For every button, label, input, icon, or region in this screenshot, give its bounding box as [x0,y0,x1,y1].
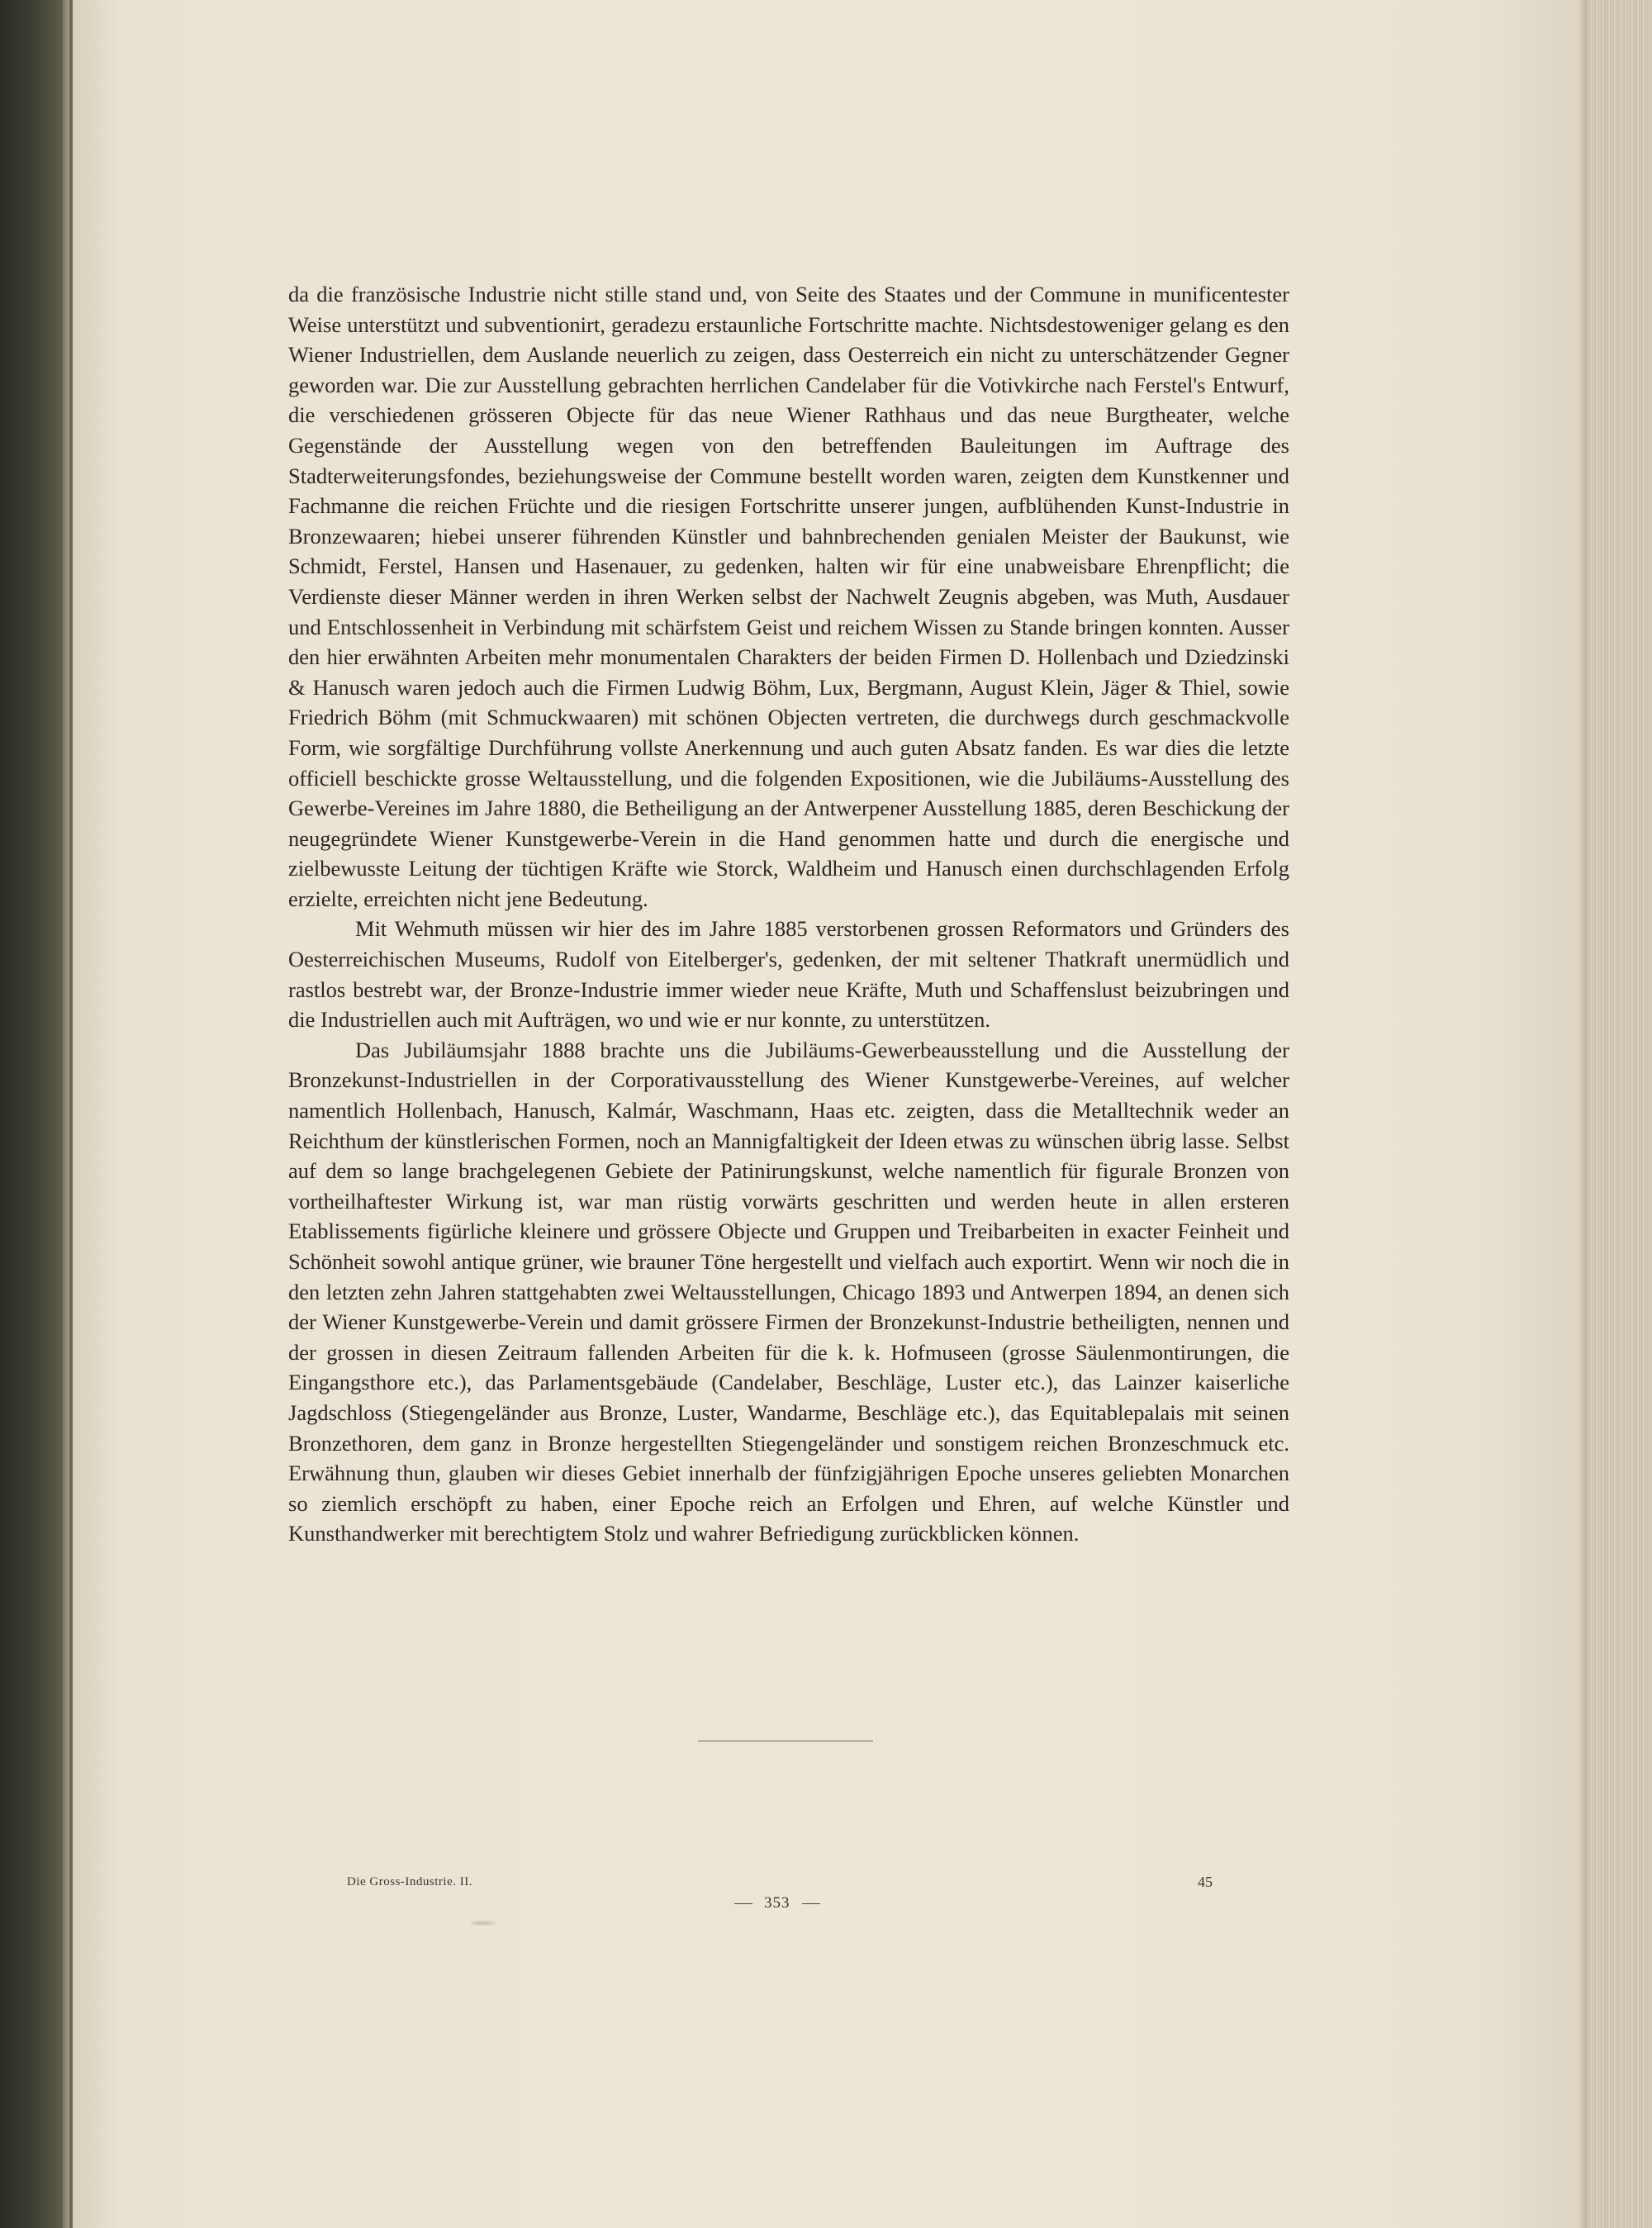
binding-edge [63,0,69,2228]
running-footer-title: Die Gross-Industrie. II. [347,1875,472,1888]
paragraph-1: da die französische Industrie nicht stille stand und, von Seite des Staates und der Commune in munificentester Weise unterstützt und subventionirt, geradezu erstaunliche Fortschritte machte. Nichtsdestoweniger gelang es den Wiener Industriellen, dem Auslande neuerlich zu zeigen, dass Oesterreich ein nicht zu unterschätzender Gegner geworden war. Die zur Ausstellung gebrachten herrlichen Candelaber für die Votivkirche nach Ferstel's Entwurf, die verschiedenen grösseren Objecte für das neue Wiener Rathhaus und das neue Burgtheater, welche Gegenstände der Ausstellung wegen von den betreffenden Bauleitungen im Auftrage des Stadterweiterungsfondes, beziehungsweise der Commune bestellt worden waren, zeigten dem Kunstkenner und Fachmanne die reichen Früchte und die riesigen Fortschritte unserer jungen, aufblühenden Kunst-Industrie in Bronzewaaren; hiebei unserer führenden Künstler und bahnbrechenden genialen Meister der Baukunst, wie Schmidt, Ferstel, Hansen und Hasenauer, zu gedenken, halten wir für eine unabweisbare Ehrenpflicht; die Verdienste dieser Männer werden in ihren Werken selbst der Nachwelt Zeugnis abgeben, was Muth, Ausdauer und Entschlossenheit in Verbindung mit schärfstem Geist und reichem Wissen zu Stande bringen konnten. Ausser den hier erwähnten Arbeiten mehr monumentalen Charakters der beiden Firmen D. Hollenbach und Dziedzinski & Hanusch waren jedoch auch die Firmen Ludwig Böhm, Lux, Bergmann, August Klein, Jäger & Thiel, sowie Friedrich Böhm (mit Schmuckwaaren) mit schönen Objecten vertreten, die durchwegs durch geschmackvolle Form, wie sorgfältige Durchführung vollste Anerkennung und auch guten Absatz fanden. Es war dies die letzte officiell beschickte grosse Weltausstellung, und die folgenden Expositionen, wie die Jubiläums-Ausstellung des Gewerbe-Vereines im Jahre 1880, die Betheiligung an der Antwerpener Ausstellung 1885, deren Beschickung der neugegründete Wiener Kunstgewerbe-Verein in die Hand genommen hatte und durch die energische und zielbewusste Leitung der tüchtigen Kräfte wie Storck, Waldheim und Hanusch einen durchschlagenden Erfolg erzielte, erreichten nicht jene Bedeutung. [288,282,1289,911]
book-binding [0,0,73,2228]
dash-left [734,1903,752,1904]
paragraph-2: Mit Wehmuth müssen wir hier des im Jahre 1885 verstorbenen grossen Reformators und Gründers des Oesterreichischen Museums, Rudolf von Eitelberger's, gedenken, der mit seltener Thatkraft unermüdlich und rastlos bestrebt war, der Bronze-Industrie immer wieder neue Kräfte, Muth und Schaffenslust beizubringen und die Industriellen auch mit Aufträgen, wo und wie er nur konnte, zu unterstützen. [288,916,1289,1033]
paper-smudge [471,1921,496,1926]
dash-right [802,1903,820,1904]
paragraph-3: Das Jubiläumsjahr 1888 brachte uns die Jubiläums-Gewerbeausstellung und die Ausstellung der Bronzekunst-Industriellen in der Corporativausstellung des Wiener Kunstgewerbe-Vereines, auf welcher namentlich Hollenbach, Hanusch, Kalmár, Waschmann, Haas etc. zeigten, dass die Metalltechnik weder an Reichthum der künstlerischen Formen, noch an Mannigfaltigkeit der Ideen etwas zu wünschen übrig lasse. Selbst auf dem so lange brachgelegenen Gebiete der Patinirungskunst, welche namentlich für figurale Bronzen von vortheilhaftester Wirkung ist, war man rüstig vorwärts geschritten und werden heute in allen ersteren Etablissements figürliche kleinere und grössere Objecte und Gruppen und Treibarbeiten in exacter Feinheit und Schönheit sowohl antique grüner, wie brauner Töne hergestellt und vielfach auch exportirt. Wenn wir noch die in den letzten zehn Jahren stattgehabten zwei Weltausstellungen, Chicago 1893 und Antwerpen 1894, an denen sich der Wiener Kunstgewerbe-Verein und damit grössere Firmen der Bronzekunst-Industrie betheiligten, nennen und der grossen in diesen Zeitraum fallenden Arbeiten für die k. k. Hofmuseen (grosse Säulenmontirungen, die Eingangsthore etc.), das Parlamentsgebäude (Candelaber, Beschläge, Luster etc.), das Lainzer kaiserliche Jagdschloss (Stiegengeländer aus Bronze, Luster, Wandarme, Beschläge etc.), das Equitablepalais mit seinen Bronzethoren, dem ganz in Bronze hergestellten Stiegengeländer und sonstigem reichen Bronzeschmuck etc. Erwähnung thun, glauben wir dieses Gebiet innerhalb der fünfzigjährigen Epoche unseres geliebten Monarchen so ziemlich erschöpft zu haben, einer Epoche reich an Erfolgen und Ehren, auf welche Künstler und Kunsthandwerker mit berechtigtem Stolz und wahrer Befriedigung zurückblicken können. [288,1037,1289,1546]
body-text [288,279,1289,1549]
page-stack-edges [1588,0,1652,2228]
page-edge-shadow [1578,0,1588,2228]
page-number: 353 [764,1894,790,1912]
signature-number: 45 [1198,1874,1213,1890]
page-number-line [723,1894,832,1912]
